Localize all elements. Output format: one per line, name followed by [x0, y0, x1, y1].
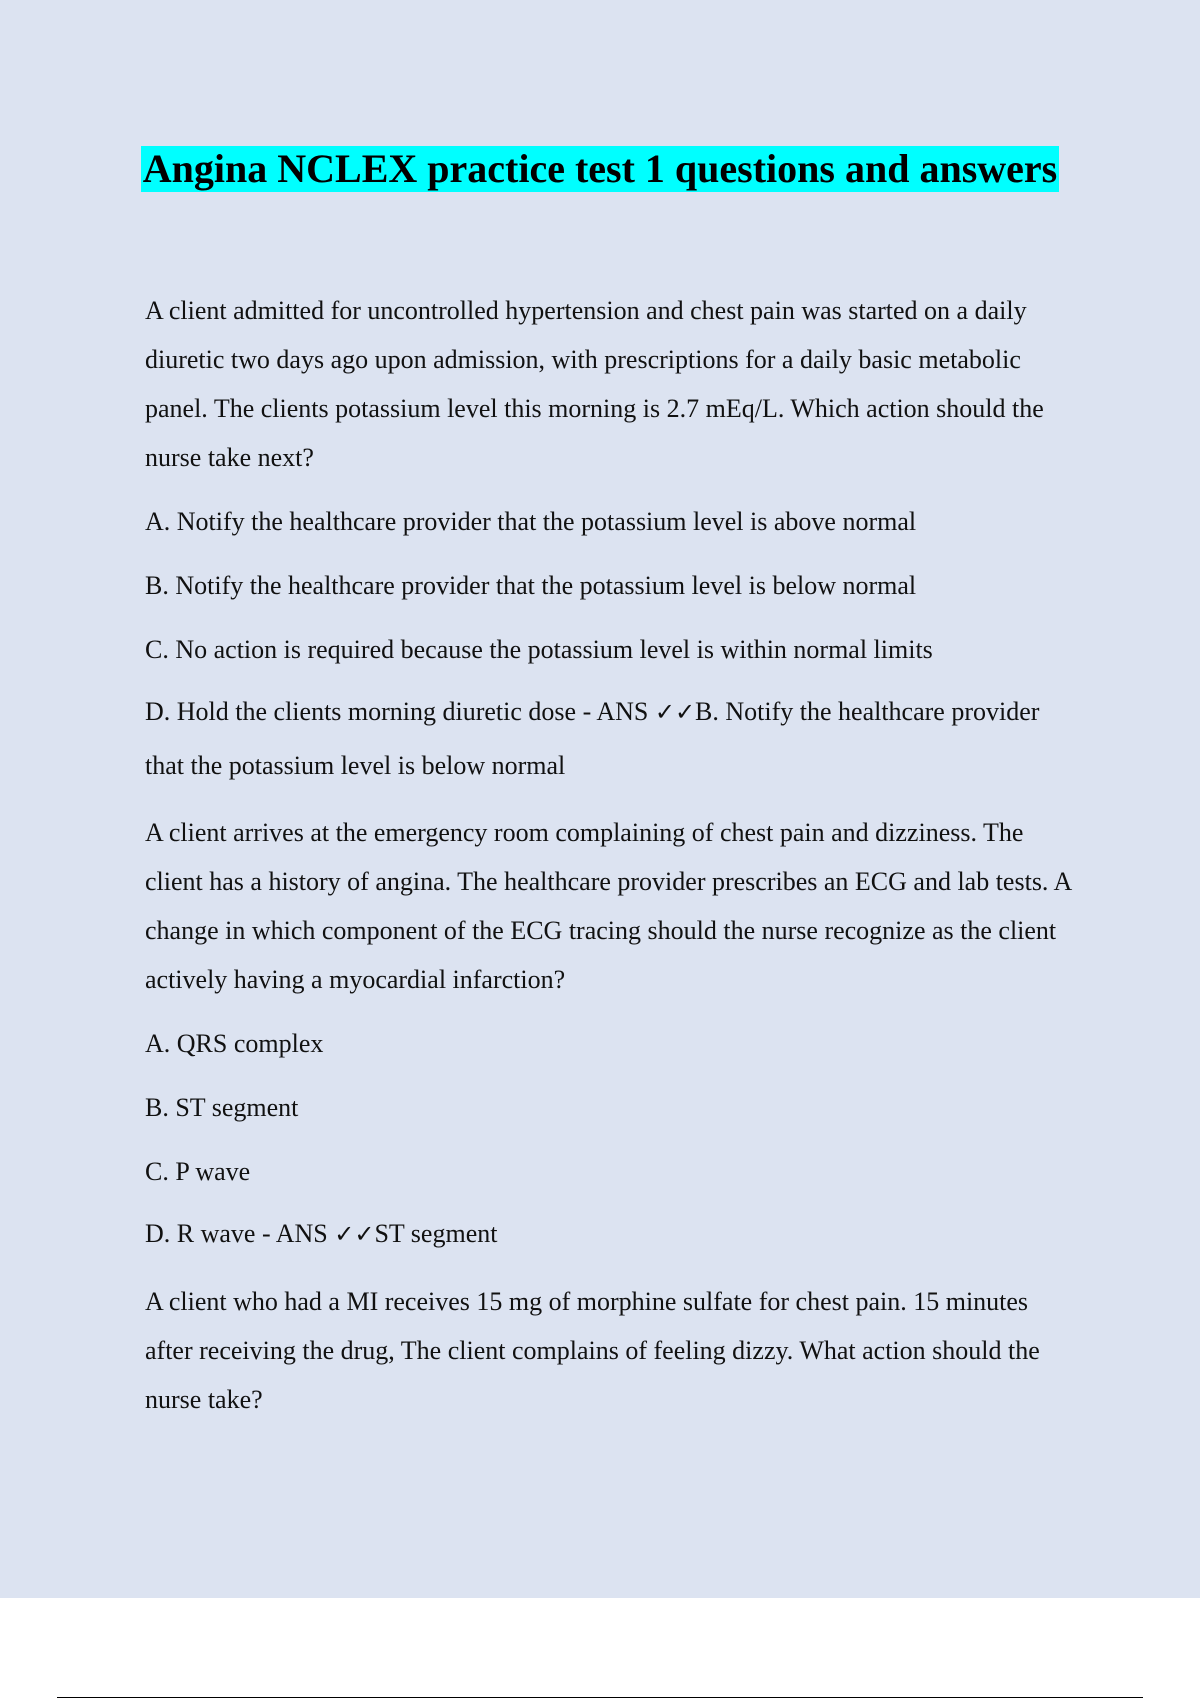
page-title: Angina NCLEX practice test 1 questions and answers — [142, 146, 1058, 191]
question-2-option-a: A. QRS complex — [145, 1029, 324, 1058]
question-1-text: A client admitted for uncontrolled hypertension and chest pain was started on a daily diuretic two days ago upon admission, with prescriptions for a daily basic metabolic panel. The clients potassium level this morning is 2.7 mEq/L. Which action should the nurse take next? — [145, 296, 1044, 472]
check-marks-icon: ✓✓ — [654, 698, 696, 726]
answer-label: ANS — [596, 697, 655, 726]
footer-divider — [57, 1697, 1143, 1698]
question-2-option-b: B. ST segment — [145, 1093, 299, 1122]
question-3-text: A client who had a MI receives 15 mg of morphine sulfate for chest pain. 15 minutes after receiving the drug, The client complains of feeling dizzy. What action should the nurse take? — [145, 1287, 1040, 1414]
question-2-answer: ST segment — [374, 1219, 498, 1248]
question-1-answer: B. Notify the healthcare provider that the potassium level is below normal — [145, 697, 1040, 780]
question-2-text: A client arrives at the emergency room complaining of chest pain and dizziness. The client has a history of angina. The healthcare provider prescribes an ECG and lab tests. A change in which component of the ECG tracing should the nurse recognize as the client actively having a myocardial infarction? — [145, 818, 1071, 994]
question-1-option-d-with-answer — [145, 685, 1080, 792]
question-1-option-d: D. Hold the clients morning diuretic dose - — [145, 697, 597, 726]
check-marks-icon: ✓✓ — [334, 1220, 375, 1248]
title-container — [0, 146, 1200, 192]
question-1-option-b: B. Notify the healthcare provider that the potassium level is below normal — [145, 571, 917, 600]
answer-label: ANS — [275, 1219, 335, 1248]
question-2-option-c: C. P wave — [145, 1157, 251, 1186]
question-1-option-c: C. No action is required because the potassium level is within normal limits — [145, 635, 933, 664]
question-1-option-a: A. Notify the healthcare provider that the potassium level is above normal — [145, 507, 917, 536]
document-body — [145, 286, 1080, 1424]
question-2-option-d: D. R wave - — [145, 1219, 276, 1248]
question-2-option-d-with-answer — [145, 1207, 1080, 1261]
